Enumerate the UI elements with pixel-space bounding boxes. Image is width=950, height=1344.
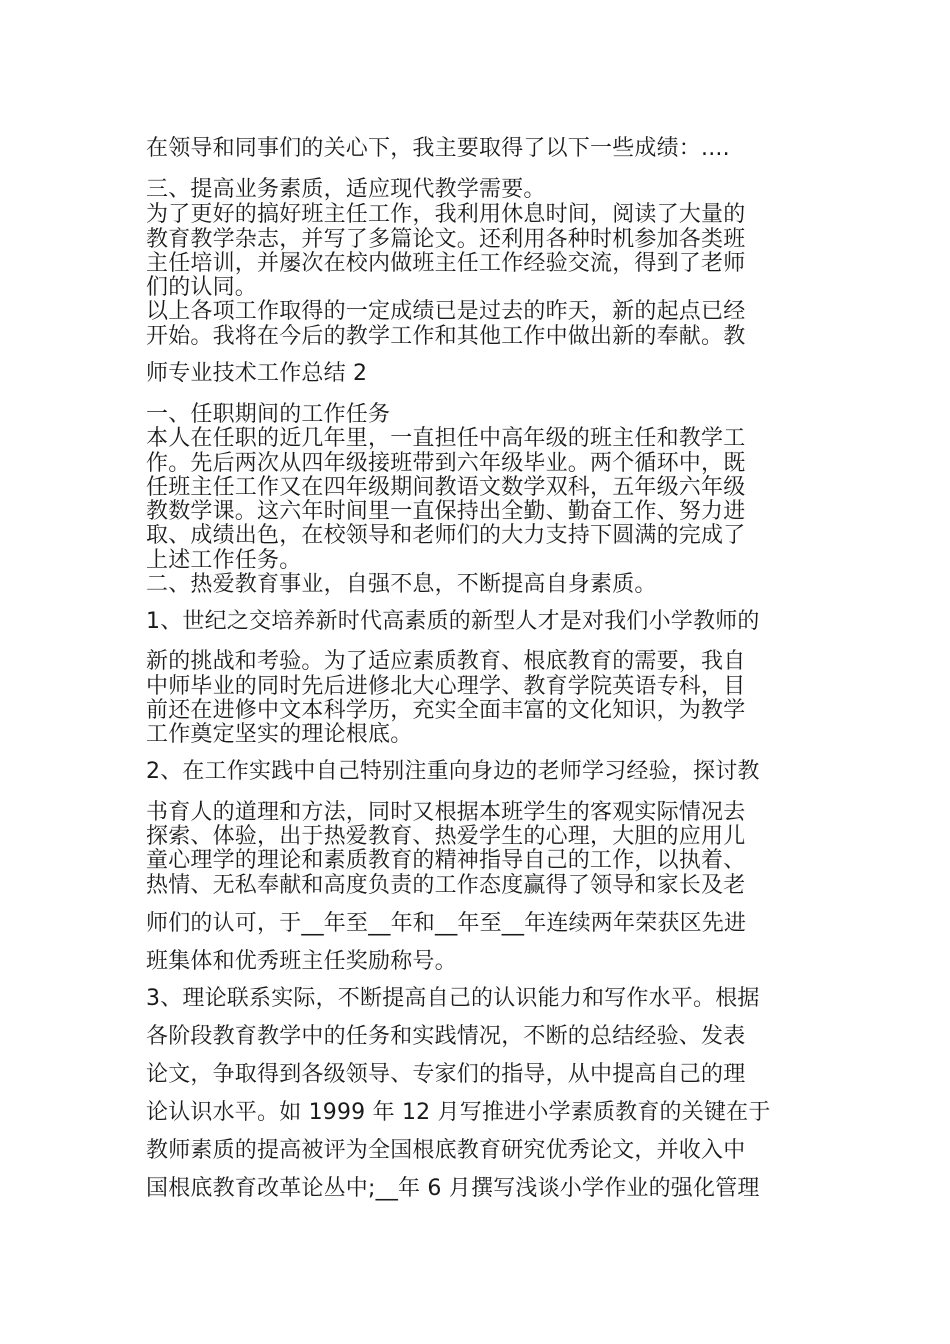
text-line: 前还在进修中文本科学历，充实全面丰富的文化知识，为教学 <box>146 698 746 723</box>
text-line: 二、热爱教育事业，自强不息，不断提高自身素质。 <box>146 572 657 597</box>
text-line: 任班主任工作又在四年级期间教语文数学双科，五年级六年级 <box>146 475 746 500</box>
text-line: 探索、体验，出于热爱教育、热爱学生的心理，大胆的应用儿 <box>146 824 746 849</box>
text-line: 论认识水平。如 1999 年 12 月写推进小学素质教育的关键在于 <box>146 1100 771 1125</box>
text-line: 班集体和优秀班主任奖励称号。 <box>146 949 457 974</box>
text-line: 童心理学的理论和素质教育的精神指导自己的工作，以执着、 <box>146 848 746 873</box>
text-line: 热情、无私奉献和高度负责的工作态度赢得了领导和家长及老 <box>146 873 746 898</box>
text-line: 师们的认可，于__年至__年和__年至__年连续两年荣获区先进 <box>146 911 747 936</box>
text-line: 一、任职期间的工作任务 <box>146 402 391 427</box>
text-line: 教数学课。这六年时间里一直保持出全勤、勤奋工作、努力进 <box>146 499 746 524</box>
text-line: 教育教学杂志，并写了多篇论文。还利用各种时机参加各类班 <box>146 227 746 252</box>
text-line: 1、世纪之交培养新时代高素质的新型人才是对我们小学教师的 <box>146 609 760 634</box>
text-line: 书育人的道理和方法，同时又根据本班学生的客观实际情况去 <box>146 800 746 825</box>
text-line: 取、成绩出色，在校领导和老师们的大力支持下圆满的完成了 <box>146 523 746 548</box>
text-line: 以上各项工作取得的一定成绩已是过去的昨天，新的起点已经 <box>146 299 746 324</box>
text-line: 在领导和同事们的关心下，我主要取得了以下一些成绩：.... <box>146 136 730 161</box>
text-line: 工作奠定坚实的理论根底。 <box>146 722 413 747</box>
text-line: 本人在任职的近几年里，一直担任中高年级的班主任和教学工 <box>146 426 746 451</box>
text-line: 中师毕业的同时先后进修北大心理学、教育学院英语专科，目 <box>146 674 746 699</box>
text-line: 新的挑战和考验。为了适应素质教育、根底教育的需要，我自 <box>146 649 746 674</box>
text-line: 上述工作任务。 <box>146 548 302 573</box>
text-line: 开始。我将在今后的教学工作和其他工作中做出新的奉献。教 <box>146 324 746 349</box>
text-line: 3、理论联系实际，不断提高自己的认识能力和写作水平。根据 <box>146 986 760 1011</box>
text-line: 国根底教育改革论丛中;__年 6 月撰写浅谈小学作业的强化管理 <box>146 1176 760 1201</box>
text-line: 师专业技术工作总结 2 <box>146 361 368 386</box>
text-line: 教师素质的提高被评为全国根底教育研究优秀论文，并收入中 <box>146 1138 746 1163</box>
text-line: 2、在工作实践中自己特别注重向身边的老师学习经验，探讨教 <box>146 759 760 784</box>
text-line: 为了更好的搞好班主任工作，我利用休息时间，阅读了大量的 <box>146 202 746 227</box>
text-line: 三、提高业务素质，适应现代教学需要。 <box>146 177 546 202</box>
text-line: 各阶段教育教学中的任务和实践情况，不断的总结经验、发表 <box>146 1024 746 1049</box>
text-line: 论文，争取得到各级领导、专家们的指导，从中提高自己的理 <box>146 1062 746 1087</box>
text-line: 作。先后两次从四年级接班带到六年级毕业。两个循环中，既 <box>146 451 746 476</box>
text-line: 主任培训，并屡次在校内做班主任工作经验交流，得到了老师 <box>146 251 746 276</box>
text-line: 们的认同。 <box>146 275 258 300</box>
